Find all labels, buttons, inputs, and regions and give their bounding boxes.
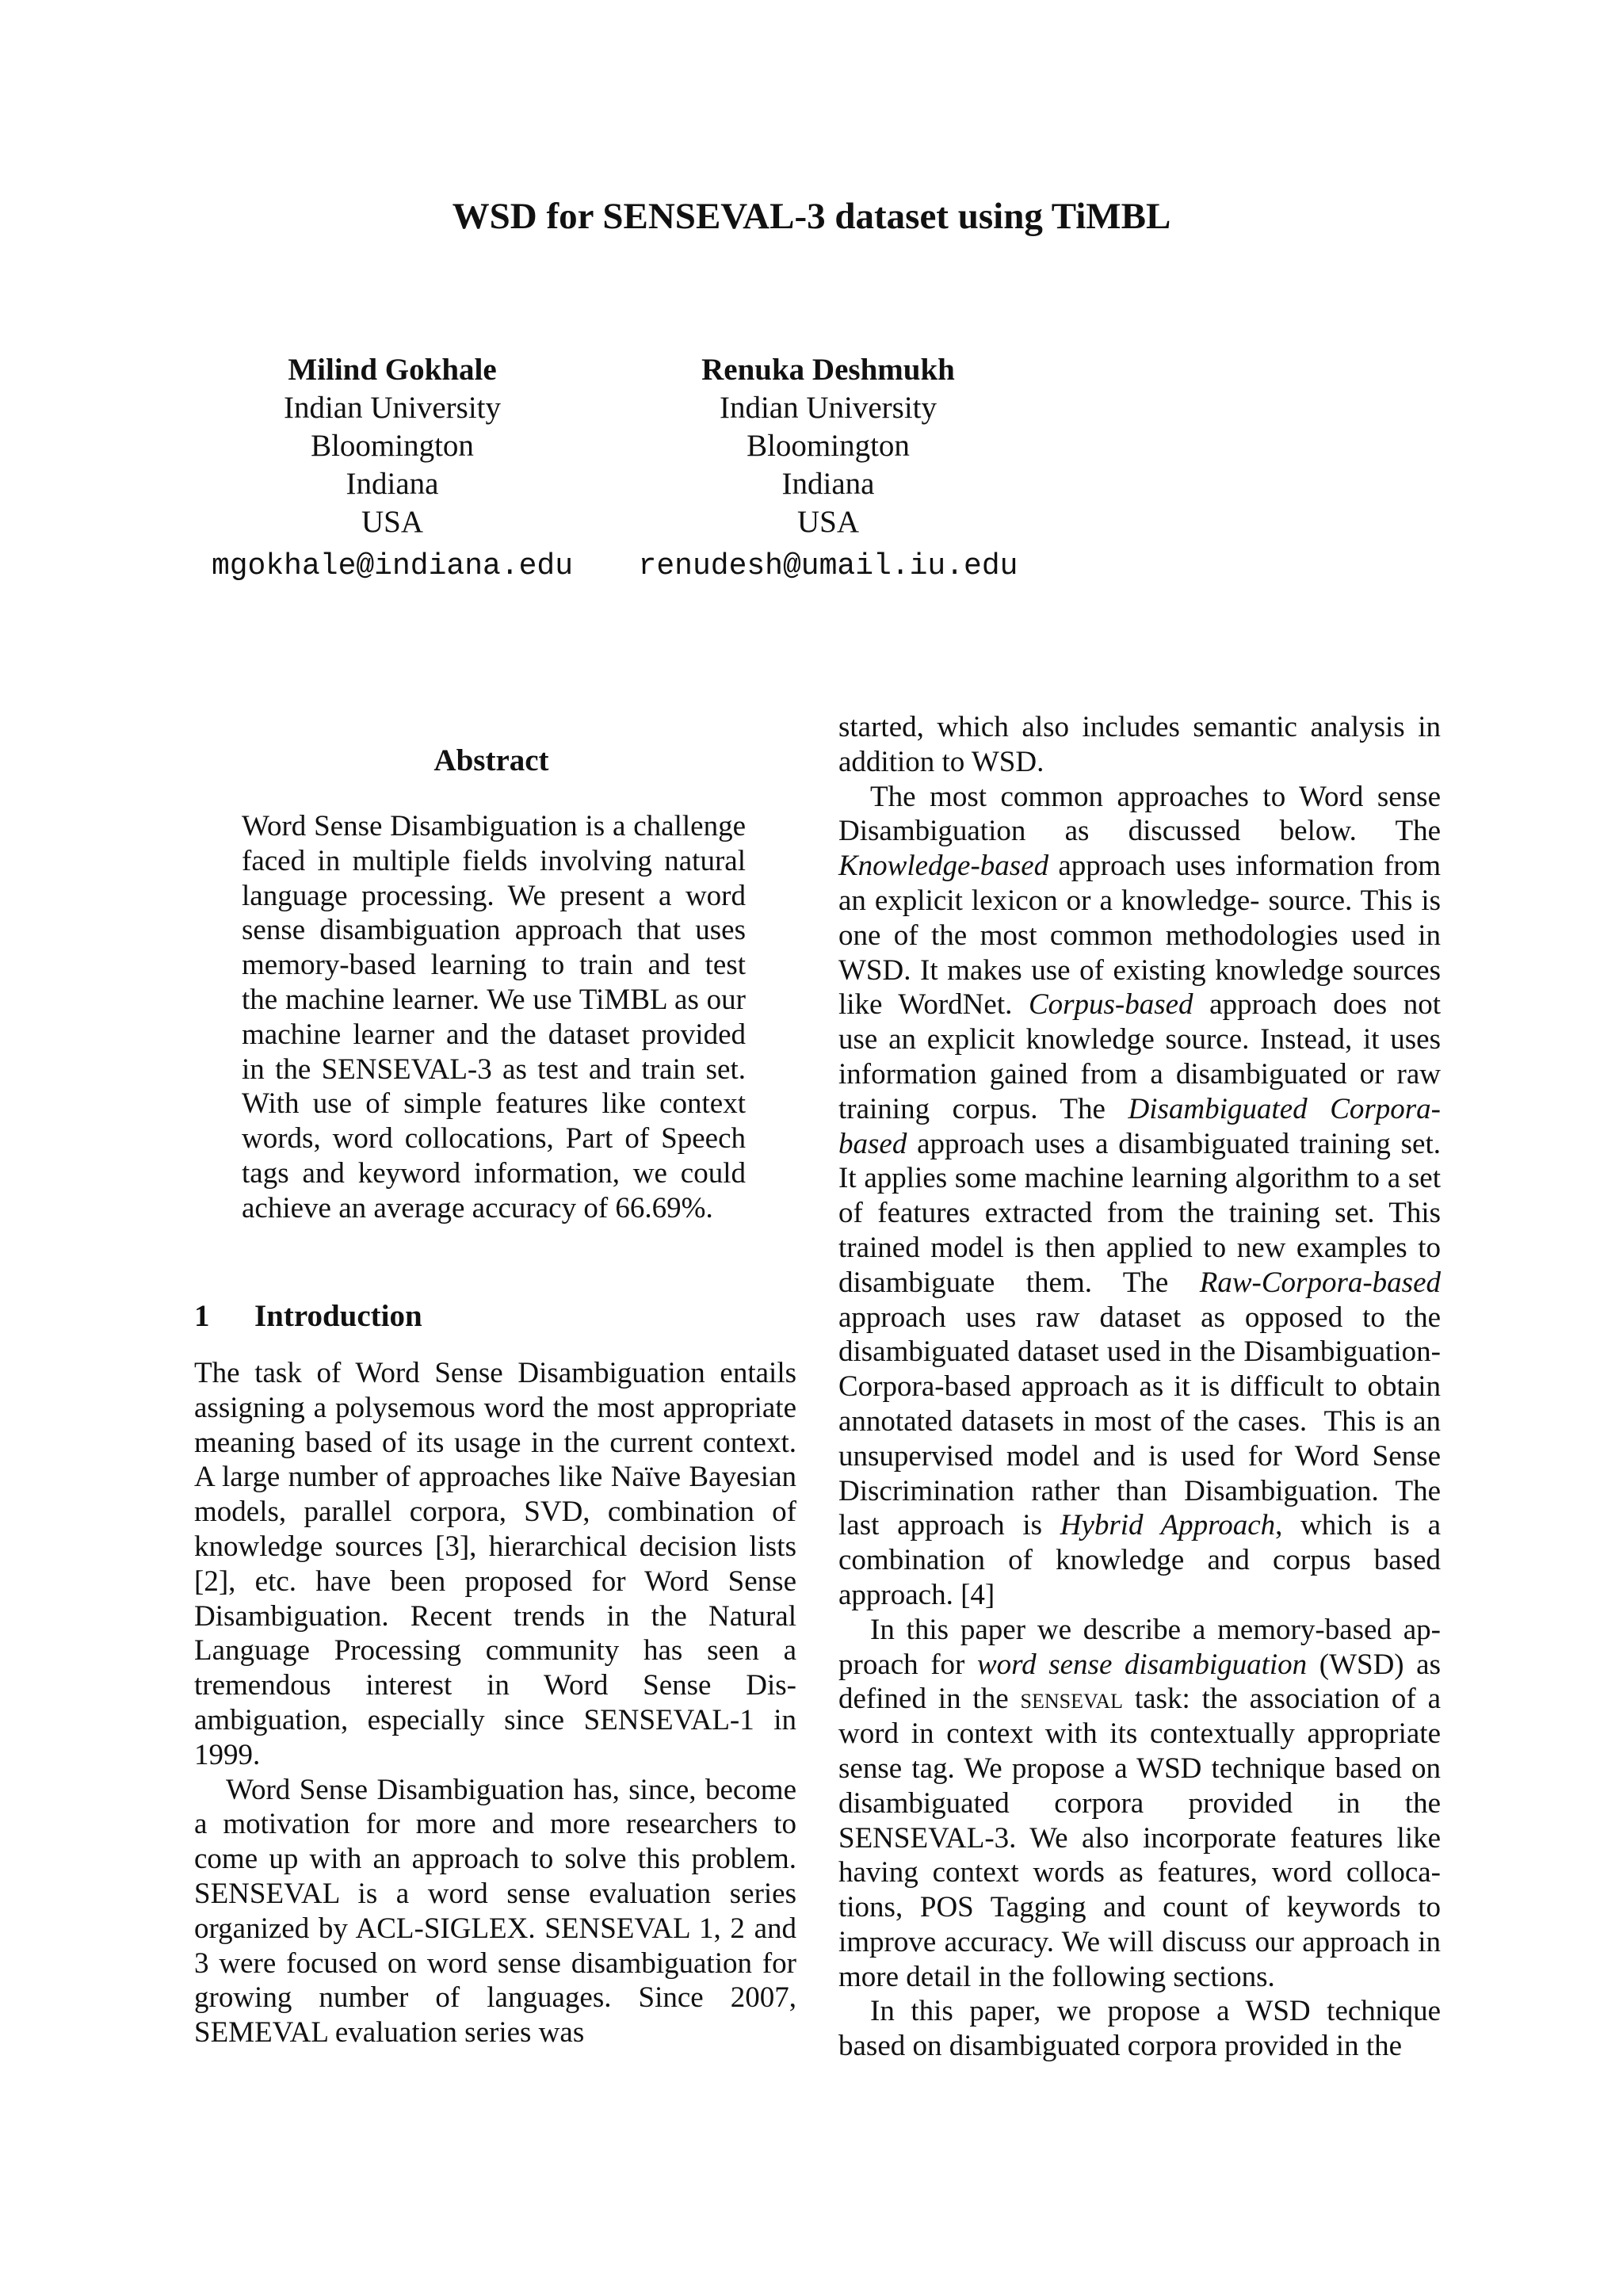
term-word-sense-disambiguation: word sense disambiguation xyxy=(976,1648,1308,1681)
author-block-1 xyxy=(194,351,590,586)
term-corpus-based: Corpus-based xyxy=(1028,988,1193,1022)
section-title: Introduction xyxy=(254,1299,422,1333)
left-column xyxy=(194,1356,796,2050)
section-number: 1 xyxy=(194,1299,210,1333)
paper-title: WSD for SENSEVAL-3 dataset using TiMBL xyxy=(452,196,1171,237)
author-state: Indiana xyxy=(781,467,875,501)
term-knowledge-based: Knowledge-based xyxy=(838,850,1049,883)
section-heading-introduction xyxy=(194,1297,796,1336)
author-email: mgokhale@indiana.edu xyxy=(211,549,574,583)
intro-paragraph-1: The task of Word Sense Disambiguation entails assigning a polysemous word the most appropriate meaning based of its usage in the current context. A large number of approaches like Naïve Bayesian models, parallel corpora, SVD, combination of knowledge sources [3], hierarchical decision lists [2], etc. have been proposed for Word Sense Disambiguation. Recent trends in the Natural Language Processing community has seen a tremendous interest in Word Sense Disambiguation, especially since SENSEVAL-1 in 1999. xyxy=(194,1357,796,1771)
author-block-2 xyxy=(626,351,1030,586)
intro-paragraph-2: Word Sense Disambiguation has, since, become a motivation for more and more researchers to come up with an approach to solve this problem. SENSEVAL is a word sense evaluation series organized by ACL-SIGLEX. SENSEVAL 1, 2 and 3 were focused on word sense disambiguation for growing number of languages. Since 2007, SEMEVAL evaluation series was xyxy=(194,1773,796,2050)
author-affiliation: Indian University xyxy=(283,391,502,425)
term-raw-corpora-based: Raw-Corpora-based xyxy=(1199,1266,1441,1299)
term-disambiguated-corpora-based: Disambiguated Corpora-based xyxy=(838,1092,1441,1160)
term-senseval-smallcaps: senseval xyxy=(1020,1683,1124,1716)
author-name: Renuka Deshmukh xyxy=(701,353,955,387)
author-state: Indiana xyxy=(346,467,439,501)
author-email: renudesh@umail.iu.edu xyxy=(638,549,1018,583)
intro-paragraph-2-continued: started, which also includes semantic analysis in addition to WSD. xyxy=(838,711,1441,778)
term-hybrid-approach: Hybrid Approach xyxy=(1060,1509,1276,1542)
author-country: USA xyxy=(361,505,424,539)
author-city: Bloomington xyxy=(311,429,474,463)
author-name: Milind Gokhale xyxy=(288,353,497,387)
intro-paragraph-5: In this paper, we propose a WSD technique based on disambiguated corpora provided in the xyxy=(838,1995,1441,2063)
author-affiliation: Indian University xyxy=(719,391,938,425)
author-city: Bloomington xyxy=(747,429,910,463)
abstract-text: Word Sense Disambiguation is a challenge faced in multiple fields involving natural language processing. We present a word sense disambiguation approach that uses memory-based learning to train and test the machine learner. We use TiMBL as our machine learner and the dataset provided in the SENSEVAL-3 as test and train set. With use of simple features like context words, word collocations, Part of Speech tags and keyword information, we could achieve an average accuracy of 66.69%. xyxy=(242,810,746,1224)
intro-paragraph-3: The most common approaches to Word sense Disambiguation as discussed below. The Knowledge-based approach uses information from an explicit lexicon or a knowledge- source. This is one of the most common methodologies used in WSD. It makes use of existing knowledge sources like WordNet. Corpus-based approach does not use an explicit knowledge source. Instead, it uses information gained from a disambiguated or raw training corpus. The Disambiguated Corpora-based approach uses a disambiguated training set. It applies some machine learning algorithm to a set of features extracted from the training set. This trained model is then applied to new examples to disambiguate them. The Raw-Corpora-based approach uses raw dataset as opposed to the disambiguated dataset used in the Disambiguation-Corpora-based approach as it is difficult to obtain annotated datasets in most of the cases. This is an unsupervised model and is used for Word Sense Discrimination rather than Disambiguation. The last approach is Hybrid Approach, which is a combination of knowledge and corpus based approach. [4] xyxy=(838,780,1441,1611)
author-country: USA xyxy=(796,505,860,539)
intro-paragraph-4: In this paper we describe a memory-based approach for word sense disambiguation (WSD) as defined in the senseval task: the association of a word in context with its contextually appropriate sense tag. We propose a WSD technique based on disambiguated corpora provided in the SENSEVAL-3. We also incorporate features like having context words as features, word collocations, POS Tagging and count of keywords to improve accuracy. We will discuss our approach in more detail in the following sections. xyxy=(838,1613,1442,1993)
right-column xyxy=(838,710,1441,2064)
abstract-heading: Abstract xyxy=(433,743,549,777)
